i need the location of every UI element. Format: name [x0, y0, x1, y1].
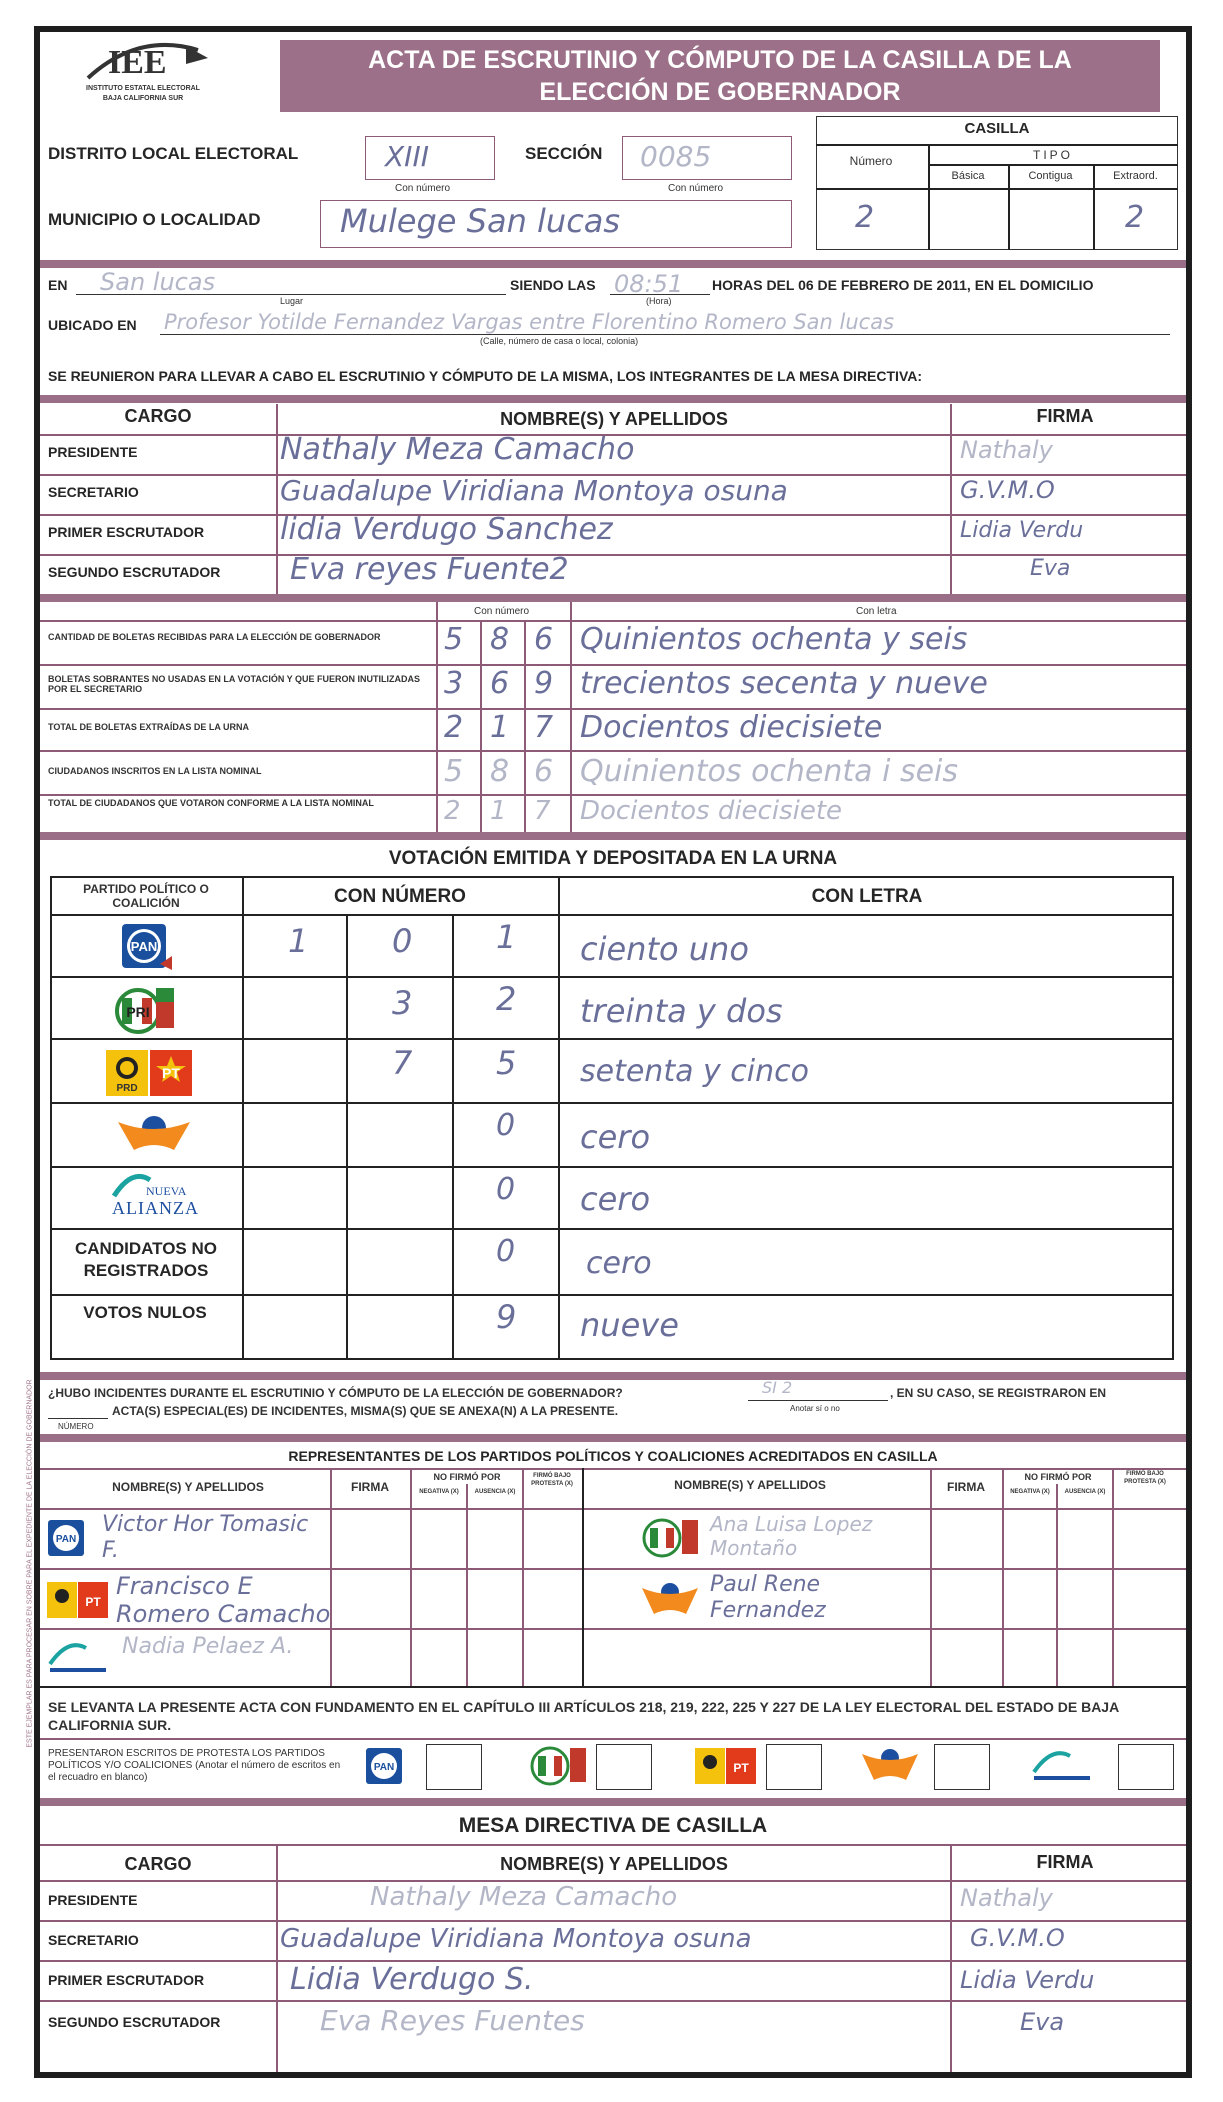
numero-label: Número — [849, 154, 893, 168]
boleta-d3: 6 — [534, 622, 554, 657]
incidentes-resp-line — [748, 1400, 888, 1401]
rep-nofirmo-left: NO FIRMÓ POR — [433, 1472, 501, 1482]
vot-prdpt-d3: 5 — [496, 1044, 517, 1082]
municipio-label: MUNICIPIO O LOCALIDAD — [48, 210, 261, 229]
vot-pri-letra: treinta y dos — [580, 992, 783, 1030]
vot-pan-letra: ciento uno — [580, 930, 749, 968]
title-line-1: ACTA DE ESCRUTINIO Y CÓMPUTO DE LA CASILLA DE LA — [368, 46, 1072, 74]
boleta-row — [40, 708, 1186, 750]
rep-nombres-right: NOMBRE(S) Y APELLIDOS — [674, 1478, 826, 1492]
band-6 — [40, 1434, 1186, 1442]
rep-vline-3 — [466, 1484, 468, 1686]
mesa2-secretario-nombre: Guadalupe Viridiana Montoya osuna — [280, 1924, 752, 1954]
svg-text:PAN: PAN — [55, 1534, 77, 1545]
boleta-d2: 1 — [490, 796, 507, 826]
extraord-label: Extraord. — [1113, 170, 1158, 182]
boletas-rows — [40, 620, 1186, 832]
rep-pri-icon — [640, 1516, 700, 1560]
tipo-label: TIPO — [1032, 148, 1073, 162]
protesta-text: PRESENTARON ESCRITOS DE PROTESTA LOS PARTIDOS POLÍTICOS Y/O COALICIONES (Anotar el número de escritos en el recuadro en blanco) — [48, 1748, 341, 1783]
casilla-rule-2 — [928, 164, 1178, 166]
mesa1-segundo-nombre: Eva reyes Fuente2 — [290, 552, 569, 587]
vot-na-d3: 0 — [496, 1172, 516, 1207]
mesa2-cargo-h: CARGO — [124, 1854, 192, 1874]
hora-caption: (Hora) — [646, 296, 672, 306]
boleta-label: CIUDADANOS INSCRITOS EN LA LISTA NOMINAL — [48, 766, 262, 776]
boleta-row — [40, 750, 1186, 794]
nueva-text: NUEVA — [146, 1184, 187, 1198]
svg-text:PT: PT — [85, 1595, 101, 1609]
fundamento-text: SE LEVANTA LA PRESENTE ACTA CON FUNDAMENTO EN EL CAPÍTULO III ARTÍCULOS 218, 219, 222, 225 Y 227 DE LA LEY ELECTORAL DEL ESTADO DE BAJA CALIFORNIA SUR. — [48, 1699, 1119, 1733]
rep-prdpt-icon — [46, 1580, 110, 1620]
logo-institute: INSTITUTO ESTATAL ELECTORAL — [86, 85, 200, 92]
casilla-extraord-value: 2 — [1125, 200, 1145, 235]
mesa2-presidente: PRESIDENTE — [48, 1892, 138, 1908]
mesa1-presidente-firma: Nathaly — [960, 436, 1053, 464]
mesa1-cargo-h: CARGO — [124, 406, 192, 426]
ubicado-line — [160, 334, 1170, 335]
boleta-letra: Docientos diecisiete — [580, 710, 883, 745]
rep-vline-8 — [1056, 1484, 1058, 1686]
vot-pan-d3: 1 — [496, 918, 517, 956]
mesa2-primer-nombre: Lidia Verdugo S. — [290, 1962, 534, 1997]
band-3 — [40, 594, 1186, 602]
incidentes-anotar: Anotar sí o no — [790, 1404, 840, 1413]
boleta-d3: 6 — [534, 754, 554, 789]
mesa2-hline-2 — [40, 1960, 1186, 1962]
siendo-label: SIENDO LAS — [510, 277, 596, 293]
boleta-d1: 2 — [444, 710, 464, 745]
protesta-pan-icon — [362, 1744, 412, 1788]
band-7 — [40, 1798, 1186, 1806]
rep-firma-right: FIRMA — [947, 1480, 985, 1494]
basica-label: Básica — [951, 170, 985, 182]
mesa1-secretario: SECRETARIO — [48, 484, 139, 500]
rep-prs-icon — [640, 1578, 700, 1622]
rep-hline-2 — [40, 1568, 1186, 1570]
rep-protesta-left: FIRMÓ BAJO PROTESTA (X) — [531, 1473, 573, 1487]
mesa2-presidente-firma: Nathaly — [960, 1884, 1053, 1912]
hora-value: 08:51 — [614, 270, 684, 298]
rep-hline-0 — [40, 1468, 1186, 1470]
rep-vline-6 — [930, 1468, 932, 1686]
fecha-text: HORAS DEL 06 DE FEBRERO DE 2011, EN EL DOMICILIO — [712, 277, 1094, 293]
protesta-prdpt-box[interactable] — [766, 1744, 822, 1790]
mesa2-vline-1 — [276, 1844, 278, 2072]
rep-pan-icon — [46, 1518, 88, 1558]
svg-text:PRI: PRI — [126, 1004, 150, 1020]
contigua-label: Contigua — [1028, 170, 1073, 182]
votacion-numero-h: CON NÚMERO — [334, 886, 466, 907]
cand-no-reg-label: CANDIDATOS NO REGISTRADOS — [75, 1239, 217, 1280]
boleta-d2: 8 — [490, 754, 510, 789]
incidentes-actas: ACTA(S) ESPECIAL(ES) DE INCIDENTES, MISMA(S) QUE SE ANEXA(N) A LA PRESENTE. — [112, 1404, 619, 1418]
casilla-numero-value: 2 — [855, 200, 875, 235]
rep-nombres-left: NOMBRE(S) Y APELLIDOS — [112, 1480, 264, 1494]
mesa1-segundo: SEGUNDO ESCRUTADOR — [48, 564, 221, 580]
vot-na-letra: cero — [580, 1180, 651, 1218]
vot-nulos-letra: nueve — [580, 1306, 679, 1344]
rep-vline-5 — [582, 1468, 584, 1686]
mesa2-nombres-h: NOMBRE(S) Y APELLIDOS — [500, 1854, 728, 1874]
boleta-label: TOTAL DE BOLETAS EXTRAÍDAS DE LA URNA — [48, 722, 250, 732]
distrito-caption: Con número — [395, 183, 451, 194]
rep-vline-9 — [1112, 1468, 1114, 1686]
rep-negativa-left: NEGATIVA (X) — [419, 1489, 459, 1495]
boleta-d2: 1 — [490, 710, 510, 745]
mesa1-vline-2 — [950, 404, 952, 594]
distrito-value: XIII — [385, 140, 429, 173]
mesa2-title: MESA DIRECTIVA DE CASILLA — [458, 1814, 768, 1837]
rep-nofirmo-right: NO FIRMÓ POR — [1024, 1472, 1092, 1482]
boleta-d2: 8 — [490, 622, 510, 657]
mesa1-hline-2 — [40, 514, 1186, 516]
vot-prs-d3: 0 — [496, 1108, 516, 1143]
vot-cnr-d3: 0 — [496, 1234, 516, 1269]
incidentes-num-line — [48, 1418, 108, 1419]
vot-nulos-d3: 9 — [496, 1298, 517, 1336]
mesa1-primer: PRIMER ESCRUTADOR — [48, 524, 205, 540]
rep-right-name-0: Ana Luisa Lopez Montaño — [710, 1512, 873, 1560]
votos-nulos-label: VOTOS NULOS — [83, 1303, 207, 1322]
protesta-na-icon — [1030, 1746, 1094, 1786]
band-2 — [40, 395, 1186, 403]
protesta-prdpt-icon — [694, 1746, 758, 1786]
boleta-d2: 6 — [490, 666, 510, 701]
boleta-label: BOLETAS SOBRANTES NO USADAS EN LA VOTACIÓN Y QUE FUERON INUTILIZADAS POR EL SECRETARIO — [48, 674, 421, 694]
boleta-d3: 9 — [534, 666, 554, 701]
votacion-letra-h: CON LETRA — [811, 886, 923, 907]
votacion-title: VOTACIÓN EMITIDA Y DEPOSITADA EN LA URNA — [388, 848, 838, 869]
reunieron-text: SE REUNIERON PARA LLEVAR A CABO EL ESCRUTINIO Y CÓMPUTO DE LA MISMA, LOS INTEGRANTES DE LA MESA DIRECTIVA: — [48, 368, 923, 384]
en-value: San lucas — [100, 268, 216, 296]
rep-hline-1 — [40, 1508, 1186, 1510]
mesa2-secretario-firma: G.V.M.O — [970, 1924, 1065, 1952]
title-line-2: ELECCIÓN DE GOBERNADOR — [539, 78, 901, 106]
protesta-pan-box[interactable] — [426, 1744, 482, 1790]
acta-sheet — [34, 26, 1192, 2078]
boletas-con-numero: Con número — [474, 606, 530, 617]
mesa1-presidente: PRESIDENTE — [48, 444, 138, 460]
mesa1-hline-3 — [40, 554, 1186, 556]
rep-protesta-right: FIRMÓ BAJO PROTESTA (X) — [1124, 1471, 1166, 1485]
incidentes-sucaso: , EN SU CASO, SE REGISTRARON EN — [890, 1386, 1107, 1400]
mesa2-presidente-nombre: Nathaly Meza Camacho — [370, 1882, 678, 1912]
mesa1-presidente-nombre: Nathaly Meza Camacho — [280, 432, 635, 467]
rep-negativa-right: NEGATIVA (X) — [1010, 1489, 1050, 1495]
mesa1-primer-firma: Lidia Verdu — [960, 518, 1084, 543]
rep-na-icon — [46, 1638, 110, 1678]
mesa1-secretario-nombre: Guadalupe Viridiana Montoya osuna — [280, 474, 788, 507]
rep-left-name-1: Francisco E Romero Camacho — [116, 1572, 331, 1628]
band-4 — [40, 832, 1186, 840]
svg-text:PT: PT — [733, 1761, 749, 1775]
municipio-value: Mulege San lucas — [340, 202, 621, 240]
vot-cnr-letra: cero — [586, 1246, 652, 1281]
rep-vline-2 — [410, 1468, 412, 1686]
svg-text:PAN: PAN — [373, 1762, 395, 1773]
boleta-d1: 5 — [444, 622, 464, 657]
casilla-col-3 — [1093, 164, 1095, 250]
rep-hline-4 — [40, 1686, 1186, 1688]
mesa2-segundo-firma: Eva — [1020, 2008, 1065, 2036]
side-note: ESTE EJEMPLAR ES PARA PROCESAR EN SOBRE PARA EL EXPEDIENTE DE LA ELECCIÓN DE GOBERNADOR — [26, 1379, 34, 1748]
fund-hline — [40, 1738, 1186, 1740]
boleta-row — [40, 664, 1186, 708]
vot-prs-letra: cero — [580, 1118, 651, 1156]
boleta-letra: Docientos diecisiete — [580, 796, 843, 826]
protesta-pri-icon — [528, 1744, 588, 1788]
vot-pri-d2: 3 — [392, 984, 413, 1022]
mesa2-primer-firma: Lidia Verdu — [960, 1966, 1095, 1994]
logo-state: BAJA CALIFORNIA SUR — [102, 95, 184, 102]
votacion-rows — [40, 914, 1186, 1360]
casilla-rule-3 — [816, 188, 1178, 190]
mesa2-hline-1 — [40, 1920, 1186, 1922]
rep-right-name-1: Paul Rene Fernandez — [710, 1572, 826, 1623]
pt-text: PT — [162, 1065, 180, 1081]
mesa1-nombres-h: NOMBRE(S) Y APELLIDOS — [500, 409, 728, 429]
representantes-title: REPRESENTANTES DE LOS PARTIDOS POLÍTICOS Y COALICIONES ACREDITADOS EN CASILLA — [288, 1448, 938, 1464]
incidentes-respuesta: SI 2 — [762, 1378, 793, 1397]
vot-prdpt-d2: 7 — [392, 1044, 413, 1082]
rep-left-name-0: Victor Hor Tomasic F. — [102, 1512, 309, 1563]
boleta-row — [40, 794, 1186, 832]
boleta-d3: 7 — [534, 796, 551, 826]
protesta-prs-box[interactable] — [934, 1744, 990, 1790]
casilla-rule-1 — [816, 144, 1178, 146]
rep-ausencia-left: AUSENCIA (X) — [474, 1489, 516, 1495]
mesa1-firma-h: FIRMA — [1036, 406, 1094, 426]
band-5 — [40, 1372, 1186, 1380]
seccion-value: 0085 — [640, 140, 712, 173]
rep-firma-left: FIRMA — [351, 1480, 389, 1494]
boleta-row — [40, 620, 1186, 664]
iee-logo — [68, 38, 218, 108]
casilla-label: CASILLA — [964, 120, 1030, 137]
domicilio-caption: (Calle, número de casa o local, colonia) — [480, 336, 639, 346]
mesa2-hline-t — [40, 1844, 1186, 1846]
incidentes-numero: NÚMERO — [58, 1422, 94, 1431]
seccion-label: SECCIÓN — [525, 144, 603, 163]
rep-left-name-2: Nadia Pelaez A. — [122, 1634, 294, 1659]
protesta-pri-box[interactable] — [596, 1744, 652, 1790]
rep-vline-7 — [1002, 1468, 1004, 1686]
mesa1-secretario-firma: G.V.M.O — [960, 476, 1055, 504]
incidentes-pregunta: ¿HUBO INCIDENTES DURANTE EL ESCRUTINIO Y CÓMPUTO DE LA ELECCIÓN DE GOBERNADOR? — [48, 1386, 623, 1400]
votacion-partido-h: PARTIDO POLÍTICO O COALICIÓN — [83, 882, 209, 910]
en-label: EN — [48, 277, 68, 293]
distrito-label: DISTRITO LOCAL ELECTORAL — [48, 144, 299, 163]
band-1 — [40, 260, 1186, 268]
boleta-letra: Quinientos ochenta i seis — [580, 754, 959, 789]
boleta-letra: trecientos secenta y nueve — [580, 666, 988, 701]
vot-pan-d2: 0 — [392, 922, 413, 960]
protesta-na-box[interactable] — [1118, 1744, 1174, 1790]
acta-title — [280, 40, 1160, 112]
lugar-caption: Lugar — [280, 296, 304, 306]
mesa2-vline-2 — [950, 1844, 952, 2072]
rep-ausencia-right: AUSENCIA (X) — [1064, 1489, 1106, 1495]
mesa2-secretario: SECRETARIO — [48, 1932, 139, 1948]
mesa2-segundo-nombre: Eva Reyes Fuentes — [320, 2004, 585, 2037]
mesa2-hline-3 — [40, 2000, 1186, 2002]
boleta-label: CANTIDAD DE BOLETAS RECIBIDAS PARA LA ELECCIÓN DE GOBERNADOR — [48, 632, 381, 642]
mesa1-segundo-firma: Eva — [1030, 556, 1071, 581]
vot-pri-d3: 2 — [496, 980, 517, 1018]
casilla-col-1 — [928, 144, 930, 250]
mesa2-firma-h: FIRMA — [1036, 1852, 1094, 1872]
boleta-d1: 3 — [444, 666, 464, 701]
svg-text:PAN: PAN — [130, 939, 158, 954]
alianza-text: ALIANZA — [112, 1198, 199, 1218]
boleta-d1: 5 — [444, 754, 464, 789]
ubicado-label: UBICADO EN — [48, 317, 137, 333]
rep-vline-4 — [522, 1468, 524, 1686]
boleta-d3: 7 — [534, 710, 554, 745]
vot-prdpt-letra: setenta y cinco — [580, 1054, 809, 1089]
casilla-col-2 — [1008, 164, 1010, 250]
mesa1-vline-1 — [276, 404, 278, 594]
mesa2-segundo: SEGUNDO ESCRUTADOR — [48, 2014, 221, 2030]
boleta-label: TOTAL DE CIUDADANOS QUE VOTARON CONFORME A LA LISTA NOMINAL — [48, 798, 374, 808]
prd-text: PRD — [116, 1083, 138, 1094]
rep-hline-3 — [40, 1628, 1186, 1630]
mesa2-primer: PRIMER ESCRUTADOR — [48, 1972, 205, 1988]
boletas-con-letra: Con letra — [856, 606, 897, 617]
vot-pan-d1: 1 — [288, 922, 309, 960]
boleta-letra: Quinientos ochenta y seis — [580, 622, 968, 657]
boleta-d1: 2 — [444, 796, 461, 826]
seccion-caption: Con número — [668, 183, 724, 194]
ubicado-value: Profesor Yotilde Fernandez Vargas entre Florentino Romero San lucas — [164, 310, 895, 334]
mesa1-primer-nombre: lidia Verdugo Sanchez — [280, 512, 613, 547]
protesta-prs-icon — [860, 1744, 920, 1788]
logo-text: IEE — [108, 44, 167, 81]
